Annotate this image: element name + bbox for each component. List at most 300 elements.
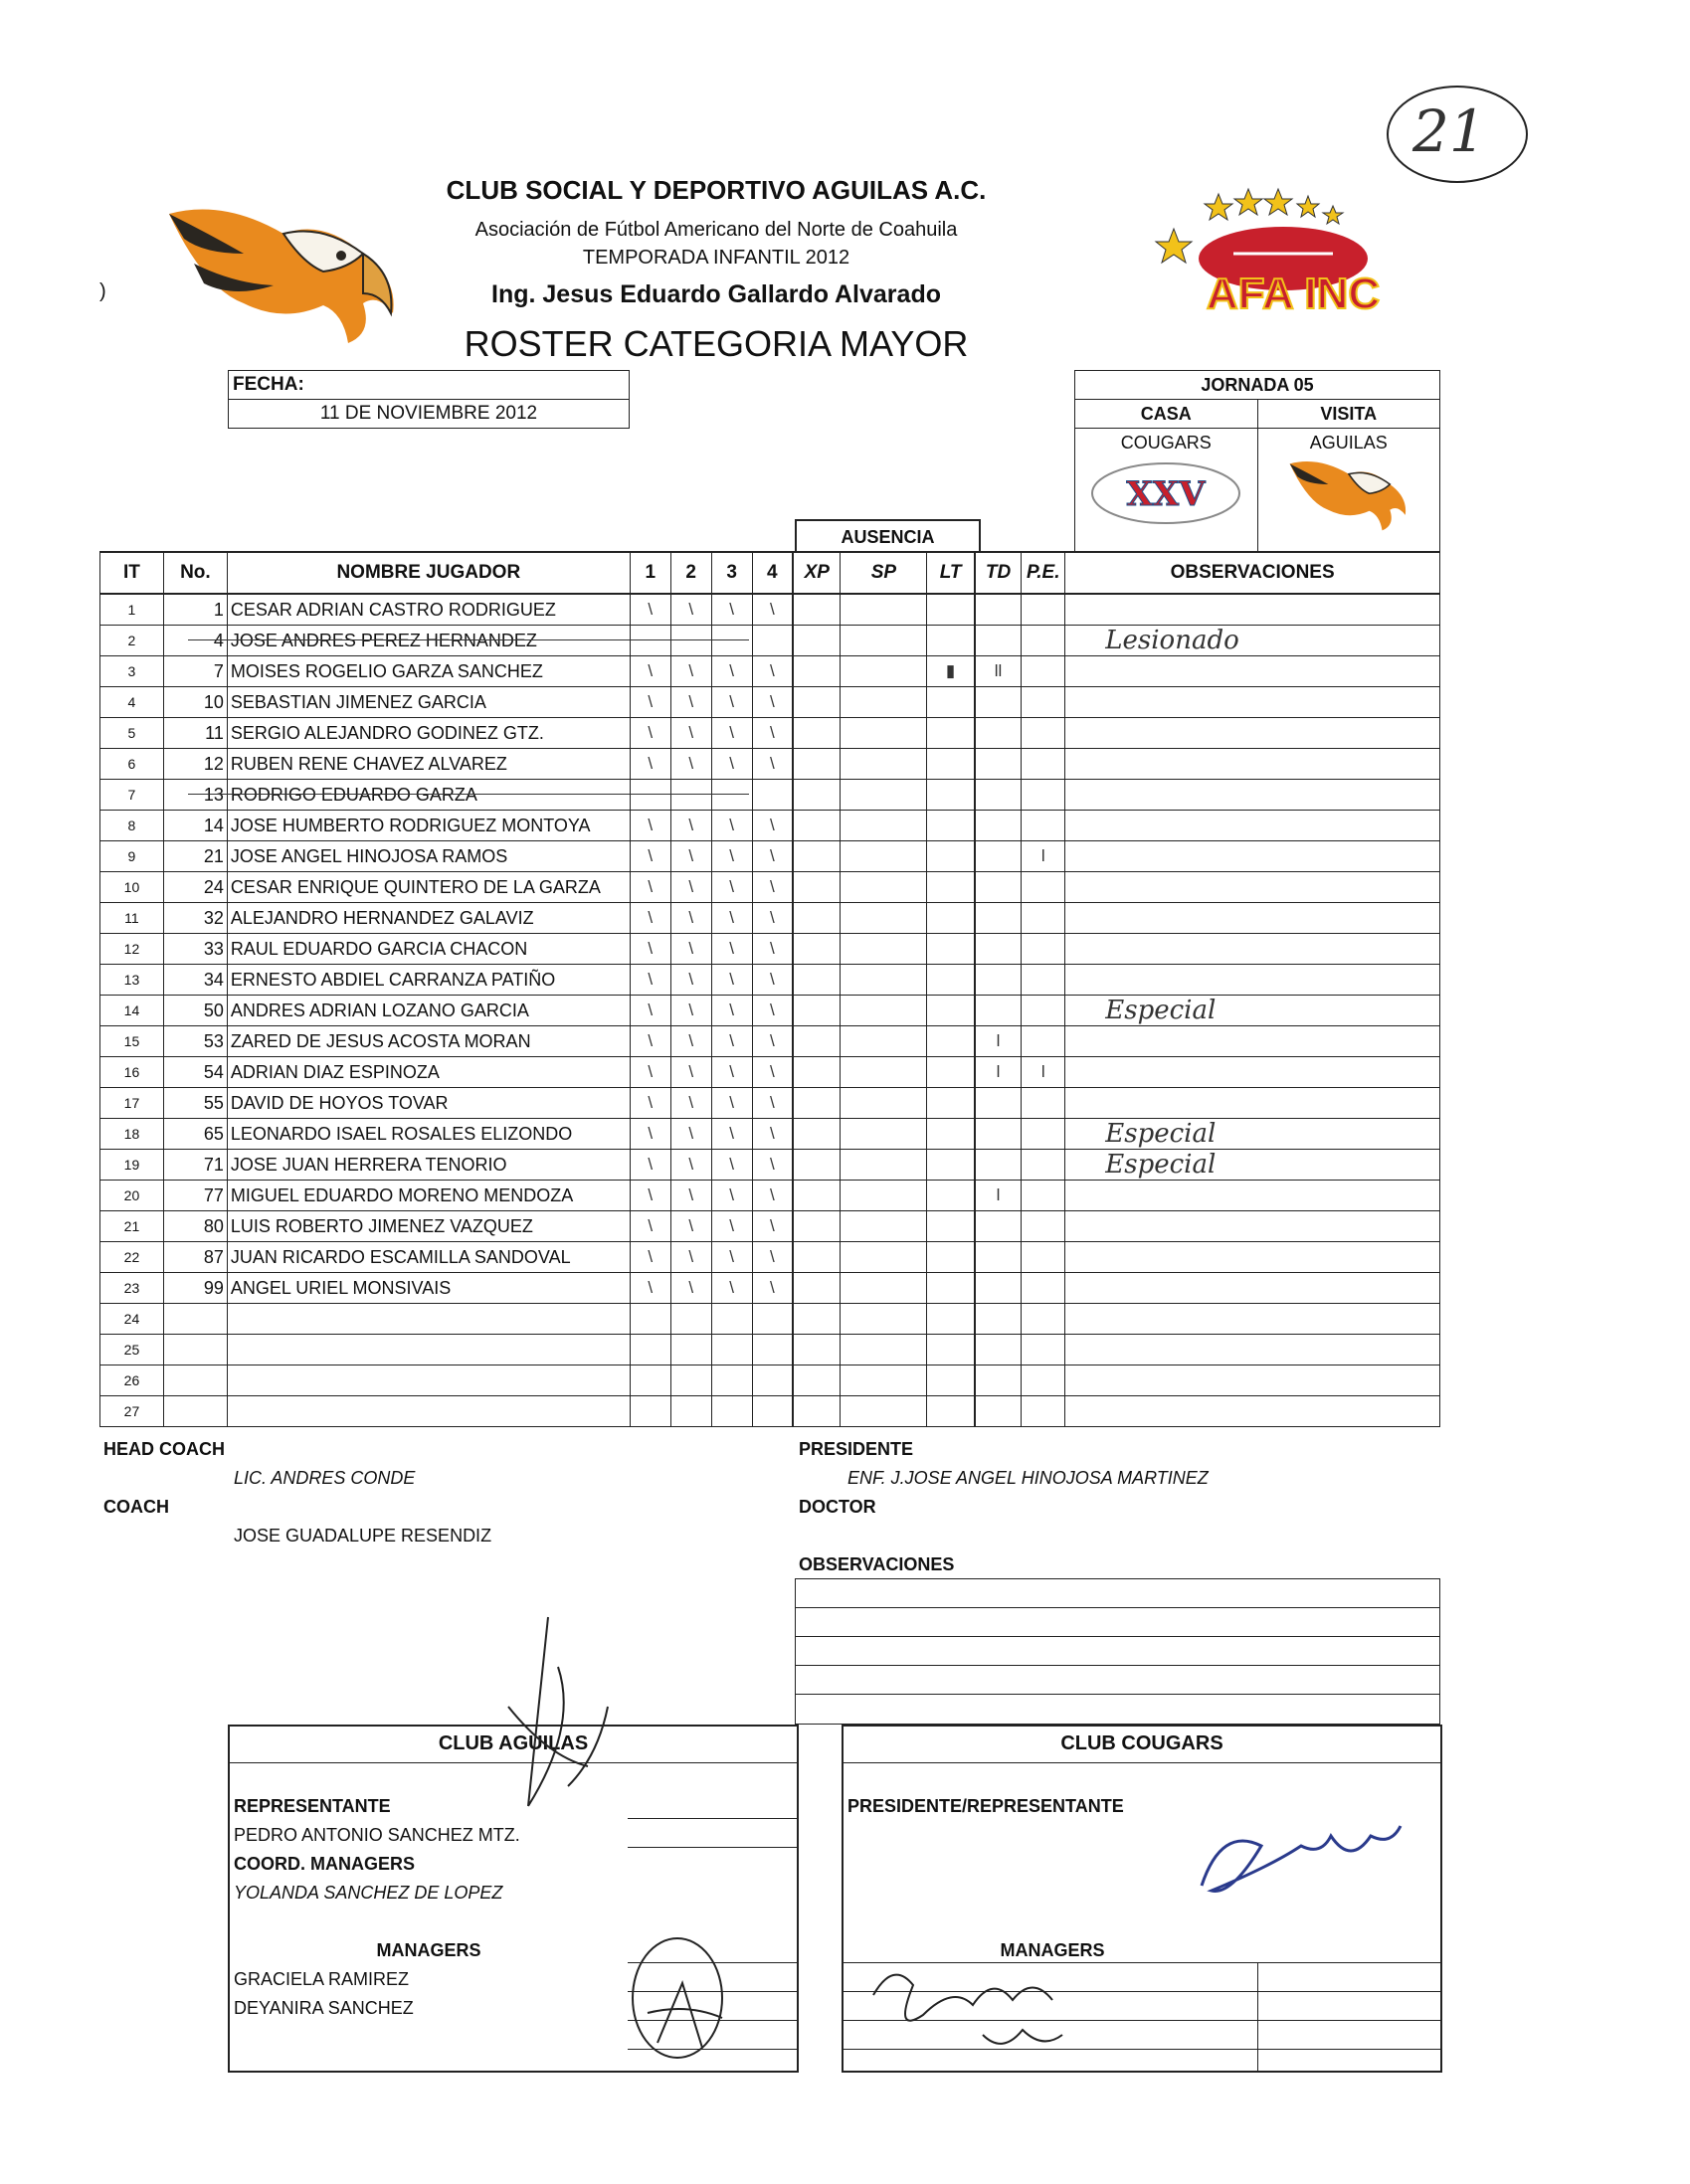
cell-g4	[752, 1181, 793, 1211]
cell-pe-text: l	[1040, 846, 1045, 865]
cell-td	[975, 872, 1022, 903]
cell-g3-text: \	[729, 661, 734, 680]
cell-g4-text: \	[769, 816, 775, 834]
cell-g1-text: \	[648, 846, 654, 865]
col-g4: 4	[752, 552, 793, 594]
cell-g4-text: \	[769, 1062, 775, 1081]
cell-g1-text: \	[648, 661, 654, 680]
cell-g3-text: \	[729, 1155, 734, 1174]
cell-g4	[752, 1335, 793, 1365]
cell-name	[227, 996, 630, 1026]
cell-xp	[793, 965, 841, 996]
cell-lt	[927, 872, 975, 903]
cell-it-text: 21	[123, 1218, 140, 1234]
jornada-box	[1074, 370, 1440, 553]
cell-g4-text: \	[769, 661, 775, 680]
cell-obs-text	[1065, 1181, 1105, 1210]
cell-name-text: RUBEN RENE CHAVEZ ALVAREZ	[230, 753, 507, 774]
cell-it	[100, 626, 164, 656]
cell-no-text: 87	[203, 1246, 224, 1267]
cell-no	[163, 718, 227, 749]
cell-obs	[1065, 749, 1440, 780]
cell-g4	[752, 1026, 793, 1057]
cell-g4-text: \	[769, 1031, 775, 1050]
head-coach-name: LIC. ANDRES CONDE	[234, 1468, 416, 1488]
cell-g3-text: \	[729, 970, 734, 989]
cell-lt	[927, 811, 975, 841]
cell-g4-text: \	[769, 1185, 775, 1204]
table-row	[100, 626, 1440, 656]
cell-g3	[711, 1211, 752, 1242]
table-row	[100, 1396, 1440, 1427]
cell-g4	[752, 1396, 793, 1427]
cell-obs-text	[1065, 1211, 1105, 1241]
cell-xp	[793, 996, 841, 1026]
cell-obs-text: Especial	[1105, 1150, 1217, 1180]
cell-no	[163, 965, 227, 996]
cell-it-text: 25	[123, 1342, 140, 1358]
cell-no-text: 50	[203, 1000, 224, 1020]
cell-g3-text: \	[729, 877, 734, 896]
cell-name	[227, 1396, 630, 1427]
cell-name	[227, 626, 630, 656]
cell-obs	[1065, 687, 1440, 718]
cell-g2-text: \	[688, 970, 694, 989]
cell-g3	[711, 1150, 752, 1181]
cell-g4-text: \	[769, 908, 775, 927]
cell-name	[227, 749, 630, 780]
cell-g4	[752, 1242, 793, 1273]
cell-g2-text: \	[688, 908, 694, 927]
cell-lt	[927, 1088, 975, 1119]
col-td: TD	[975, 552, 1022, 594]
cell-pe	[1022, 1088, 1065, 1119]
cougars-president-signature	[1192, 1806, 1410, 1906]
cell-no-text: 71	[203, 1154, 224, 1175]
cell-lt	[927, 1396, 975, 1427]
cell-obs	[1065, 872, 1440, 903]
cell-obs-text	[1065, 780, 1105, 810]
jornada-title: JORNADA 05	[1075, 371, 1440, 400]
cell-obs	[1065, 841, 1440, 872]
cell-it	[100, 872, 164, 903]
cell-g2-text: \	[688, 816, 694, 834]
cell-g2-text: \	[688, 661, 694, 680]
ausencia-label: AUSENCIA	[841, 527, 935, 547]
table-row	[100, 811, 1440, 841]
cell-g1-text: \	[648, 939, 654, 958]
club-aguilas-box	[228, 1725, 799, 2073]
cell-no-text: 55	[203, 1092, 224, 1113]
cell-lt	[927, 1026, 975, 1057]
cell-it-text: 13	[123, 972, 140, 988]
cell-obs-text: Lesionado	[1105, 626, 1239, 655]
cell-pe	[1022, 780, 1065, 811]
cell-it	[100, 1026, 164, 1057]
cell-it	[100, 656, 164, 687]
cell-obs-text	[1065, 718, 1105, 748]
table-row	[100, 872, 1440, 903]
cell-g1	[630, 965, 670, 996]
cell-g4	[752, 1365, 793, 1396]
cell-g3-text: \	[729, 816, 734, 834]
cell-g4-text: \	[769, 692, 775, 711]
cell-it-text: 18	[123, 1126, 140, 1142]
visita-team: AGUILAS	[1309, 433, 1388, 453]
cell-it	[100, 1057, 164, 1088]
cell-name-text: MOISES ROGELIO GARZA SANCHEZ	[230, 660, 543, 681]
cell-xp	[793, 811, 841, 841]
cell-it-text: 8	[127, 818, 136, 833]
cell-pe	[1022, 1242, 1065, 1273]
cell-sp	[841, 934, 927, 965]
cell-pe	[1022, 718, 1065, 749]
cell-no	[163, 626, 227, 656]
cell-name	[227, 872, 630, 903]
afa-inc-logo	[1144, 184, 1403, 323]
engineer-name: Ing. Jesus Eduardo Gallardo Alvarado	[491, 280, 941, 308]
cell-g3-text: \	[729, 846, 734, 865]
cell-it-text: 9	[127, 848, 136, 864]
cell-obs-text	[1065, 1088, 1105, 1118]
cell-g1	[630, 1026, 670, 1057]
cell-g3	[711, 656, 752, 687]
observaciones-label: OBSERVACIONES	[799, 1554, 955, 1574]
fecha-label: FECHA:	[229, 371, 630, 400]
cell-g1-text: \	[648, 600, 654, 619]
cell-obs-text	[1065, 1026, 1105, 1056]
table-row	[100, 903, 1440, 934]
cell-g4-text: \	[769, 1155, 775, 1174]
cell-g2-text: \	[688, 1001, 694, 1019]
cell-g2-text: \	[688, 1155, 694, 1174]
cell-obs	[1065, 965, 1440, 996]
cell-name-text: ANDRES ADRIAN LOZANO GARCIA	[230, 1000, 529, 1020]
cell-g3	[711, 872, 752, 903]
cell-it-text: 4	[127, 694, 136, 710]
cell-name	[227, 841, 630, 872]
cell-no-text: 24	[203, 876, 224, 897]
cell-g1	[630, 1273, 670, 1304]
cell-obs	[1065, 903, 1440, 934]
col-name: NOMBRE JUGADOR	[227, 552, 630, 594]
cell-g4	[752, 1150, 793, 1181]
cell-pe	[1022, 996, 1065, 1026]
cell-it-text: 11	[124, 910, 139, 926]
cell-it	[100, 780, 164, 811]
cell-it-text: 2	[127, 633, 136, 648]
cell-xp	[793, 594, 841, 626]
cell-lt	[927, 965, 975, 996]
cell-g2	[670, 1211, 711, 1242]
cell-g4-text: \	[769, 877, 775, 896]
cell-g3-text: \	[729, 1001, 734, 1019]
cell-td	[975, 841, 1022, 872]
cell-xp	[793, 1057, 841, 1088]
cell-td-text: l	[996, 1031, 1001, 1050]
col-lt: LT	[927, 552, 975, 594]
cell-obs	[1065, 934, 1440, 965]
cell-name	[227, 1335, 630, 1365]
cell-td	[975, 656, 1022, 687]
cell-g2	[670, 1304, 711, 1335]
cell-name-text: RODRIGO EDUARDO GARZA	[230, 784, 477, 805]
table-row	[100, 1273, 1440, 1304]
cell-g1-text: \	[648, 1216, 654, 1235]
cell-no	[163, 1181, 227, 1211]
cell-g2	[670, 1396, 711, 1427]
cell-g1-text: \	[648, 877, 654, 896]
cell-g2	[670, 1335, 711, 1365]
cell-name	[227, 1150, 630, 1181]
cell-g1	[630, 1396, 670, 1427]
cell-pe	[1022, 934, 1065, 965]
club-cougars-box	[842, 1725, 1442, 2073]
cell-g4-text: \	[769, 970, 775, 989]
table-row	[100, 841, 1440, 872]
cell-xp	[793, 626, 841, 656]
cell-no-text: 12	[203, 753, 224, 774]
table-row	[100, 1119, 1440, 1150]
cell-name	[227, 1181, 630, 1211]
cell-g3-text: \	[729, 1247, 734, 1266]
cell-g4-text: \	[769, 1216, 775, 1235]
cell-g2	[670, 1181, 711, 1211]
cell-xp	[793, 1088, 841, 1119]
cell-it	[100, 934, 164, 965]
cell-g1	[630, 1304, 670, 1335]
cell-g1	[630, 626, 670, 656]
cell-td	[975, 996, 1022, 1026]
cell-it	[100, 1088, 164, 1119]
cell-obs	[1065, 1088, 1440, 1119]
cell-g3	[711, 1181, 752, 1211]
cell-it-text: 10	[123, 879, 140, 895]
representante-name: PEDRO ANTONIO SANCHEZ MTZ.	[234, 1825, 520, 1845]
cell-g3	[711, 841, 752, 872]
cell-xp	[793, 1273, 841, 1304]
cell-lt	[927, 594, 975, 626]
cell-g1	[630, 1365, 670, 1396]
cell-g2	[670, 1088, 711, 1119]
cell-name	[227, 811, 630, 841]
representante-signature	[488, 1607, 618, 1866]
cell-no-text: 4	[213, 630, 224, 650]
cell-it	[100, 594, 164, 626]
cell-g3	[711, 1273, 752, 1304]
cell-name-text: ADRIAN DIAZ ESPINOZA	[230, 1061, 440, 1082]
cell-obs	[1065, 1273, 1440, 1304]
cell-g3	[711, 687, 752, 718]
cell-it-text: 1	[127, 602, 136, 618]
cell-no-text: 7	[213, 660, 224, 681]
cell-it-text: 14	[123, 1002, 140, 1018]
cell-name	[227, 934, 630, 965]
cell-xp	[793, 872, 841, 903]
cell-td	[975, 749, 1022, 780]
cell-g1	[630, 1335, 670, 1365]
cell-g4	[752, 872, 793, 903]
cell-g3	[711, 811, 752, 841]
cell-td	[975, 1119, 1022, 1150]
head-coach-label: HEAD COACH	[103, 1439, 226, 1459]
cell-g1-text: \	[648, 1031, 654, 1050]
cell-g2	[670, 1119, 711, 1150]
cell-g3	[711, 1242, 752, 1273]
cell-g4	[752, 1211, 793, 1242]
cougars-manager-signature	[863, 1955, 1122, 2065]
cell-td	[975, 1335, 1022, 1365]
cell-g2	[670, 811, 711, 841]
cell-name	[227, 780, 630, 811]
cell-g1-text: \	[648, 1278, 654, 1297]
cell-g2-text: \	[688, 846, 694, 865]
table-row	[100, 780, 1440, 811]
cell-g3	[711, 1026, 752, 1057]
cell-name-text: LUIS ROBERTO JIMENEZ VAZQUEZ	[230, 1215, 533, 1236]
table-row	[100, 1026, 1440, 1057]
observaciones-box	[795, 1578, 1440, 1725]
cell-g2	[670, 1242, 711, 1273]
cell-g1-text: \	[648, 1001, 654, 1019]
cell-td	[975, 780, 1022, 811]
cell-g4	[752, 687, 793, 718]
cell-obs	[1065, 1396, 1440, 1427]
cell-lt	[927, 1057, 975, 1088]
cell-g1	[630, 749, 670, 780]
cell-obs-text	[1065, 1057, 1105, 1087]
cell-pe	[1022, 1150, 1065, 1181]
cell-obs-text	[1065, 749, 1105, 779]
club-cougars-title: CLUB COUGARS	[1060, 1732, 1223, 1754]
cell-no-text: 32	[203, 907, 224, 928]
cell-no	[163, 872, 227, 903]
cell-obs	[1065, 1365, 1440, 1396]
cell-obs	[1065, 1211, 1440, 1242]
cell-g1-text: \	[648, 1093, 654, 1112]
cell-name	[227, 656, 630, 687]
cell-obs	[1065, 1150, 1440, 1181]
cell-obs-text	[1065, 841, 1105, 871]
table-row	[100, 594, 1440, 626]
cell-td-text: l	[996, 1185, 1001, 1204]
cell-g1-text: \	[648, 1247, 654, 1266]
cell-td	[975, 1365, 1022, 1396]
club-name: CLUB SOCIAL Y DEPORTIVO AGUILAS A.C.	[446, 175, 987, 205]
cell-it-text: 19	[123, 1157, 140, 1173]
cell-it	[100, 1181, 164, 1211]
cell-g4-text: \	[769, 1093, 775, 1112]
cell-td-text: ll	[994, 661, 1003, 680]
cell-g3	[711, 1335, 752, 1365]
cell-obs	[1065, 1242, 1440, 1273]
cell-g1	[630, 687, 670, 718]
cell-no	[163, 934, 227, 965]
cell-g1-text: \	[648, 1062, 654, 1081]
cell-g2-text: \	[688, 1247, 694, 1266]
cell-xp	[793, 903, 841, 934]
cell-no-text: 65	[203, 1123, 224, 1144]
cell-no	[163, 1150, 227, 1181]
cell-obs-text	[1065, 872, 1105, 902]
ausencia-header	[795, 519, 981, 553]
manager-signature	[628, 1933, 737, 2063]
cell-it	[100, 1242, 164, 1273]
visita-label: VISITA	[1257, 400, 1440, 429]
cell-it	[100, 1150, 164, 1181]
cell-td	[975, 811, 1022, 841]
cell-pe	[1022, 1211, 1065, 1242]
cell-g3	[711, 1088, 752, 1119]
cell-lt	[927, 749, 975, 780]
roster-body	[100, 594, 1440, 1427]
cell-g1-text: \	[648, 1185, 654, 1204]
cell-td	[975, 1304, 1022, 1335]
cell-obs	[1065, 1026, 1440, 1057]
cell-no	[163, 1242, 227, 1273]
cougars-presidente-label: PRESIDENTE/REPRESENTANTE	[847, 1796, 1124, 1816]
aguilas-managers-label: MANAGERS	[376, 1940, 481, 1960]
cell-g1	[630, 841, 670, 872]
cell-g1	[630, 656, 670, 687]
cell-lt	[927, 626, 975, 656]
cell-lt	[927, 1119, 975, 1150]
cell-g1-text: \	[648, 1124, 654, 1143]
cell-name	[227, 1119, 630, 1150]
cell-td	[975, 1273, 1022, 1304]
presidente-label: PRESIDENTE	[799, 1439, 914, 1459]
cell-xp	[793, 1211, 841, 1242]
cell-sp	[841, 1026, 927, 1057]
presidente-name: ENF. J.JOSE ANGEL HINOJOSA MARTINEZ	[847, 1468, 1209, 1488]
cell-no	[163, 1211, 227, 1242]
cell-pe	[1022, 1273, 1065, 1304]
cell-g4	[752, 626, 793, 656]
cell-it	[100, 1335, 164, 1365]
cell-it	[100, 996, 164, 1026]
cell-name-text: RAUL EDUARDO GARCIA CHACON	[230, 938, 528, 959]
cell-obs-text	[1065, 595, 1105, 625]
cell-no-text: 54	[203, 1061, 224, 1082]
cell-g2-text: \	[688, 939, 694, 958]
cell-xp	[793, 1119, 841, 1150]
cell-xp	[793, 718, 841, 749]
cell-g4-text: \	[769, 1124, 775, 1143]
cell-g4	[752, 656, 793, 687]
cell-g3	[711, 1057, 752, 1088]
cell-no	[163, 996, 227, 1026]
cell-sp	[841, 965, 927, 996]
cell-it-text: 5	[127, 725, 136, 741]
cell-td	[975, 687, 1022, 718]
cell-obs	[1065, 656, 1440, 687]
cell-g1	[630, 811, 670, 841]
table-row	[100, 718, 1440, 749]
cell-g2	[670, 594, 711, 626]
cell-g3	[711, 1119, 752, 1150]
club-aguilas-title: CLUB AGUILAS	[438, 1732, 589, 1754]
cell-lt	[927, 841, 975, 872]
cell-g4	[752, 780, 793, 811]
cell-g3	[711, 934, 752, 965]
cell-g3	[711, 996, 752, 1026]
cell-name-text: SEBASTIAN JIMENEZ GARCIA	[230, 691, 486, 712]
cell-obs-text	[1065, 934, 1105, 964]
cell-pe	[1022, 1181, 1065, 1211]
cell-g1	[630, 903, 670, 934]
cell-g4-text: \	[769, 754, 775, 773]
table-row	[100, 965, 1440, 996]
